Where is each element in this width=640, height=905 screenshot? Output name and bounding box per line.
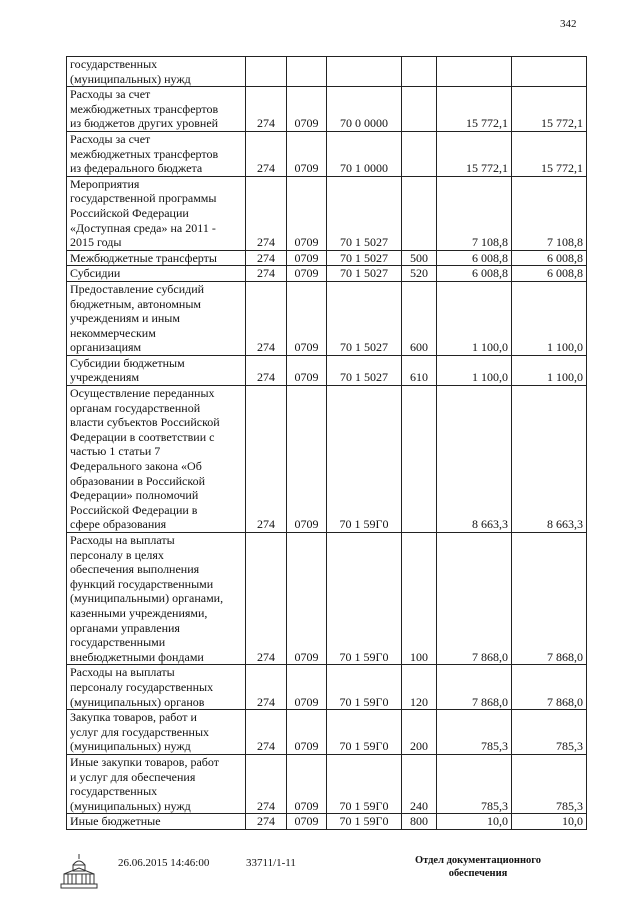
page-footer (0, 852, 640, 902)
amount-cell: 1 100,0 (437, 355, 512, 385)
section-code-cell: 0709 (287, 710, 327, 755)
amount-total-cell: 785,3 (512, 710, 587, 755)
target-article-cell: 70 1 5027 (327, 250, 402, 266)
expense-type-cell: 100 (402, 533, 437, 665)
amount-cell: 10,0 (437, 814, 512, 830)
expense-type-cell: 800 (402, 814, 437, 830)
department-code-cell: 274 (246, 131, 287, 176)
section-code-cell: 0709 (287, 176, 327, 250)
print-timestamp: 26.06.2015 14:46:00 (118, 857, 210, 869)
amount-cell: 15 772,1 (437, 131, 512, 176)
table-row (67, 355, 587, 385)
target-article-cell: 70 1 5027 (327, 281, 402, 355)
amount-total-cell: 7 108,8 (512, 176, 587, 250)
target-article-cell: 70 1 59Г0 (327, 386, 402, 533)
department-code-cell: 274 (246, 533, 287, 665)
budget-table-body (67, 57, 587, 830)
item-name-cell: Иные бюджетные (67, 814, 246, 830)
expense-type-cell: 240 (402, 754, 437, 813)
section-code-cell: 0709 (287, 814, 327, 830)
duma-building-logo-icon (58, 852, 100, 892)
amount-total-cell: 6 008,8 (512, 250, 587, 266)
amount-total-cell: 785,3 (512, 754, 587, 813)
department-code-cell (246, 57, 287, 87)
section-code-cell: 0709 (287, 754, 327, 813)
item-name-cell: Расходы за счет межбюджетных трансфертов из бюджетов других уровней (67, 87, 246, 132)
target-article-cell: 70 0 0000 (327, 87, 402, 132)
expense-type-cell (402, 386, 437, 533)
target-article-cell: 70 1 59Г0 (327, 533, 402, 665)
amount-cell: 15 772,1 (437, 87, 512, 132)
amount-total-cell: 6 008,8 (512, 266, 587, 282)
expense-type-cell (402, 131, 437, 176)
amount-cell: 7 108,8 (437, 176, 512, 250)
page-number: 342 (560, 18, 577, 30)
amount-cell: 7 868,0 (437, 665, 512, 710)
amount-total-cell: 8 663,3 (512, 386, 587, 533)
item-name-cell: Субсидии бюджетным учреждениям (67, 355, 246, 385)
amount-total-cell: 15 772,1 (512, 131, 587, 176)
target-article-cell: 70 1 0000 (327, 131, 402, 176)
table-row (67, 665, 587, 710)
target-article-cell: 70 1 59Г0 (327, 710, 402, 755)
department-code-cell: 274 (246, 281, 287, 355)
target-article-cell: 70 1 59Г0 (327, 754, 402, 813)
amount-total-cell: 15 772,1 (512, 87, 587, 132)
expense-type-cell: 600 (402, 281, 437, 355)
section-code-cell (287, 57, 327, 87)
table-row (67, 176, 587, 250)
table-row (67, 754, 587, 813)
target-article-cell: 70 1 59Г0 (327, 814, 402, 830)
target-article-cell: 70 1 59Г0 (327, 665, 402, 710)
amount-cell (437, 57, 512, 87)
target-article-cell: 70 1 5027 (327, 355, 402, 385)
table-row (67, 281, 587, 355)
budget-table (66, 56, 587, 830)
table-row (67, 814, 587, 830)
expense-type-cell: 120 (402, 665, 437, 710)
table-row (67, 87, 587, 132)
table-row (67, 57, 587, 87)
department-code-cell: 274 (246, 814, 287, 830)
section-code-cell: 0709 (287, 355, 327, 385)
item-name-cell: Расходы на выплаты персоналу в целях обеспечения выполнения функций государственными (муниципальными) органами, казенными учреждениями, органами управления государственными внебюджетными фондами (67, 533, 246, 665)
department-stamp: Отдел документационного обеспечения (414, 855, 542, 879)
item-name-cell: государственных (муниципальных) нужд (67, 57, 246, 87)
department-code-cell: 274 (246, 87, 287, 132)
amount-total-cell: 10,0 (512, 814, 587, 830)
department-code-cell: 274 (246, 250, 287, 266)
expense-type-cell: 500 (402, 250, 437, 266)
item-name-cell: Иные закупки товаров, работ и услуг для обеспечения государственных (муниципальных) нужд (67, 754, 246, 813)
expense-type-cell (402, 176, 437, 250)
department-code-cell: 274 (246, 266, 287, 282)
amount-total-cell (512, 57, 587, 87)
amount-cell: 785,3 (437, 754, 512, 813)
item-name-cell: Осуществление переданных органам государственной власти субъектов Российской Федерации в соответствии с частью 1 статьи 7 Федерального закона «Об образовании в Российской Федерации» полномочий Российской Федерации в сфере образования (67, 386, 246, 533)
target-article-cell: 70 1 5027 (327, 266, 402, 282)
section-code-cell: 0709 (287, 131, 327, 176)
item-name-cell: Мероприятия государственной программы Российской Федерации «Доступная среда» на 2011 - 2015 годы (67, 176, 246, 250)
document-number: 33711/1-11 (246, 857, 296, 869)
amount-cell: 7 868,0 (437, 533, 512, 665)
section-code-cell: 0709 (287, 87, 327, 132)
department-code-cell: 274 (246, 710, 287, 755)
amount-cell: 8 663,3 (437, 386, 512, 533)
department-code-cell: 274 (246, 386, 287, 533)
amount-cell: 785,3 (437, 710, 512, 755)
amount-cell: 1 100,0 (437, 281, 512, 355)
amount-total-cell: 1 100,0 (512, 281, 587, 355)
department-code-cell: 274 (246, 754, 287, 813)
expense-type-cell: 610 (402, 355, 437, 385)
table-row (67, 131, 587, 176)
target-article-cell: 70 1 5027 (327, 176, 402, 250)
table-row (67, 250, 587, 266)
table-row (67, 533, 587, 665)
amount-total-cell: 1 100,0 (512, 355, 587, 385)
section-code-cell: 0709 (287, 533, 327, 665)
item-name-cell: Межбюджетные трансферты (67, 250, 246, 266)
expense-type-cell: 200 (402, 710, 437, 755)
table-row (67, 386, 587, 533)
section-code-cell: 0709 (287, 250, 327, 266)
section-code-cell: 0709 (287, 665, 327, 710)
section-code-cell: 0709 (287, 281, 327, 355)
table-row (67, 266, 587, 282)
expense-type-cell (402, 57, 437, 87)
item-name-cell: Расходы за счет межбюджетных трансфертов из федерального бюджета (67, 131, 246, 176)
item-name-cell: Расходы на выплаты персоналу государственных (муниципальных) органов (67, 665, 246, 710)
expense-type-cell (402, 87, 437, 132)
item-name-cell: Субсидии (67, 266, 246, 282)
expense-type-cell: 520 (402, 266, 437, 282)
section-code-cell: 0709 (287, 386, 327, 533)
amount-total-cell: 7 868,0 (512, 665, 587, 710)
amount-cell: 6 008,8 (437, 250, 512, 266)
item-name-cell: Предоставление субсидий бюджетным, автономным учреждениям и иным некоммерческим организациям (67, 281, 246, 355)
table-row (67, 710, 587, 755)
department-code-cell: 274 (246, 176, 287, 250)
department-code-cell: 274 (246, 665, 287, 710)
amount-total-cell: 7 868,0 (512, 533, 587, 665)
amount-cell: 6 008,8 (437, 266, 512, 282)
target-article-cell (327, 57, 402, 87)
department-code-cell: 274 (246, 355, 287, 385)
item-name-cell: Закупка товаров, работ и услуг для государственных (муниципальных) нужд (67, 710, 246, 755)
section-code-cell: 0709 (287, 266, 327, 282)
